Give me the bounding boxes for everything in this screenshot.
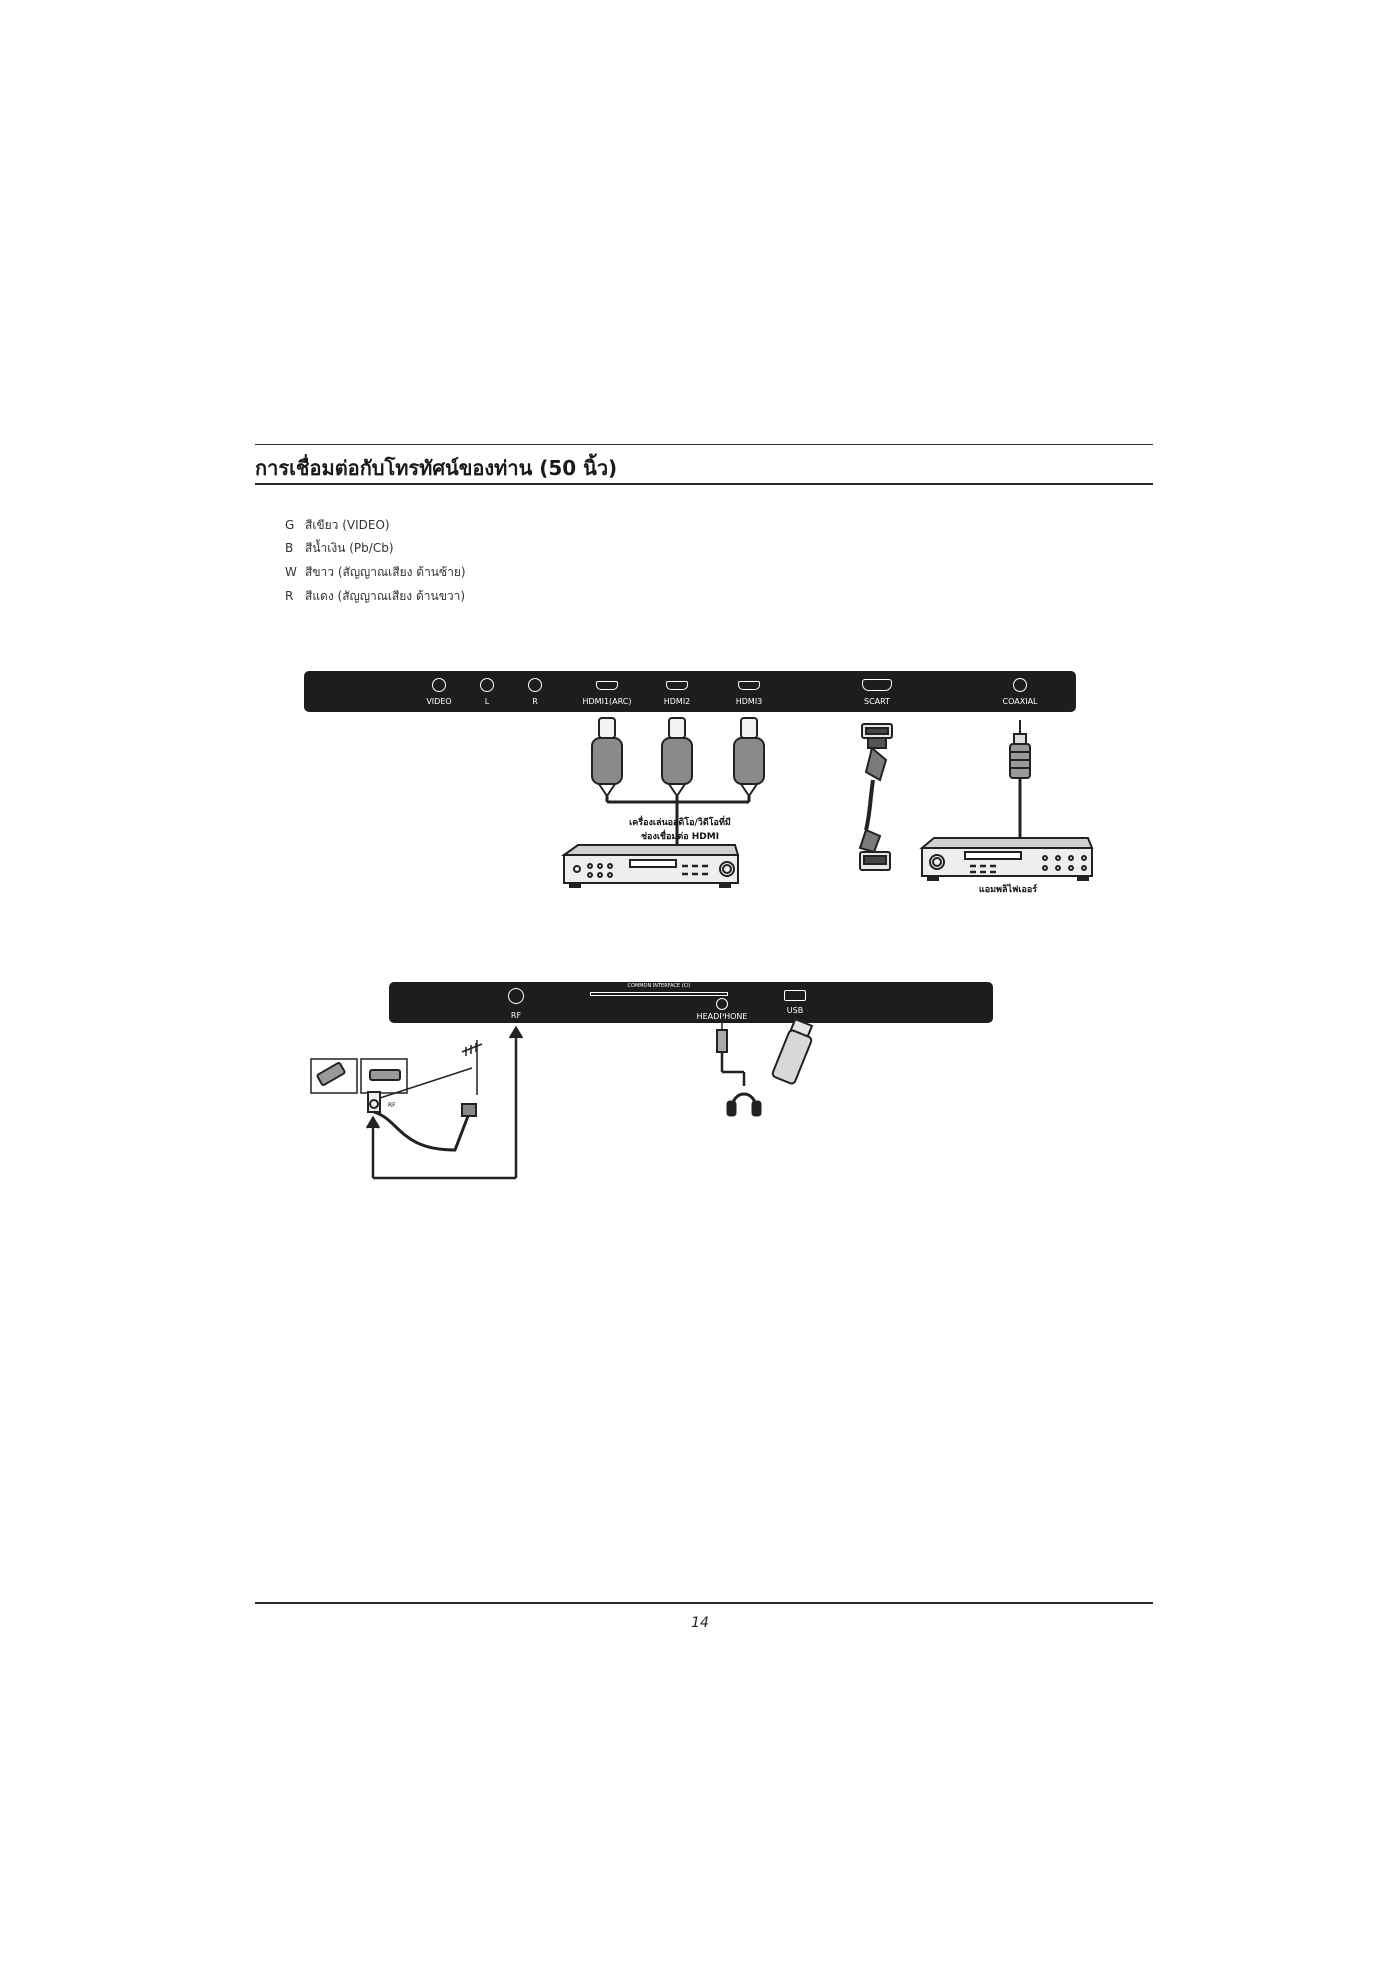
coaxial-jack [1013, 678, 1027, 692]
legend-code: G [285, 518, 295, 532]
av-player-icon [564, 845, 738, 887]
legend-text: สีเขียว (VIDEO) [305, 518, 390, 532]
coaxial-cable-icon [1010, 720, 1030, 838]
scart-port [862, 679, 892, 691]
amplifier-caption: แอมพลิไฟเออร์ [978, 885, 1038, 895]
port-label-rf: RF [510, 1011, 522, 1020]
port-label-scart: SCART [864, 697, 890, 706]
port-label-usb: USB [786, 1006, 804, 1015]
ci-slot [590, 992, 728, 996]
hdmi2-port [666, 681, 688, 690]
legend-code: R [285, 589, 294, 603]
port-label-hdmi1: HDMI1(ARC) [582, 697, 632, 706]
legend-item-red [285, 587, 465, 606]
audio-l-jack [480, 678, 494, 692]
hdmi3-cable-icon [734, 718, 764, 796]
port-label-hdmi3: HDMI3 [735, 697, 763, 706]
hdmi-device-caption-line2: ช่องเชื่อมต่อ HDMI [640, 832, 720, 842]
page-title: การเชื่อมต่อกับโทรทัศน์ของท่าน (50 นิ้ว) [255, 456, 618, 480]
port-label-r: R [532, 697, 538, 706]
legend-text: สีแดง (สัญญาณเสียง ด้านขวา) [305, 589, 466, 603]
rf-jack [508, 988, 524, 1004]
headphone-jack [716, 998, 728, 1010]
antenna-icon [462, 1040, 482, 1095]
hdmi-device-caption [610, 815, 750, 843]
rf-adapter-label: RF [388, 1102, 396, 1109]
tv-panel-bottom [389, 982, 993, 1023]
hdmi3-port [738, 681, 760, 690]
legend-text: สีขาว (สัญญาณเสียง ด้านซ้าย) [305, 565, 466, 579]
usb-port [784, 990, 806, 1001]
header-rule-bottom [255, 483, 1153, 485]
legend-item-white [285, 563, 466, 582]
hdmi2-cable-icon [662, 718, 692, 796]
port-label-ci: COMMON INTERFACE (CI) [627, 983, 691, 989]
audio-r-jack [528, 678, 542, 692]
port-label-coaxial: COAXIAL [1002, 697, 1038, 706]
hdmi-device-caption-line1: เครื่องเล่นออดิโอ/วิดีโอที่มี [629, 818, 731, 828]
port-label-video: VIDEO [426, 697, 452, 706]
port-label-l: L [484, 697, 490, 706]
port-label-headphone: HEADPHONE [696, 1012, 748, 1021]
hdmi1-cable-icon [592, 718, 622, 796]
headphone-cable-icon [717, 1012, 744, 1086]
hdmi1-port [596, 681, 618, 690]
page-number: 14 [691, 1615, 709, 1631]
legend-code: B [285, 541, 294, 555]
amplifier-icon [922, 838, 1092, 880]
scart-cable-icon [860, 724, 892, 870]
legend-code: W [285, 565, 297, 579]
usb-stick-icon [772, 1019, 813, 1085]
legend-text: สีน้ำเงิน (Pb/Cb) [305, 541, 394, 555]
headphones-icon [728, 1094, 760, 1115]
video-jack [432, 678, 446, 692]
legend-item-blue [285, 539, 394, 558]
footer-rule [255, 1602, 1153, 1604]
header-rule-top [255, 444, 1153, 445]
legend-item-green [285, 516, 390, 535]
port-label-hdmi2: HDMI2 [663, 697, 691, 706]
